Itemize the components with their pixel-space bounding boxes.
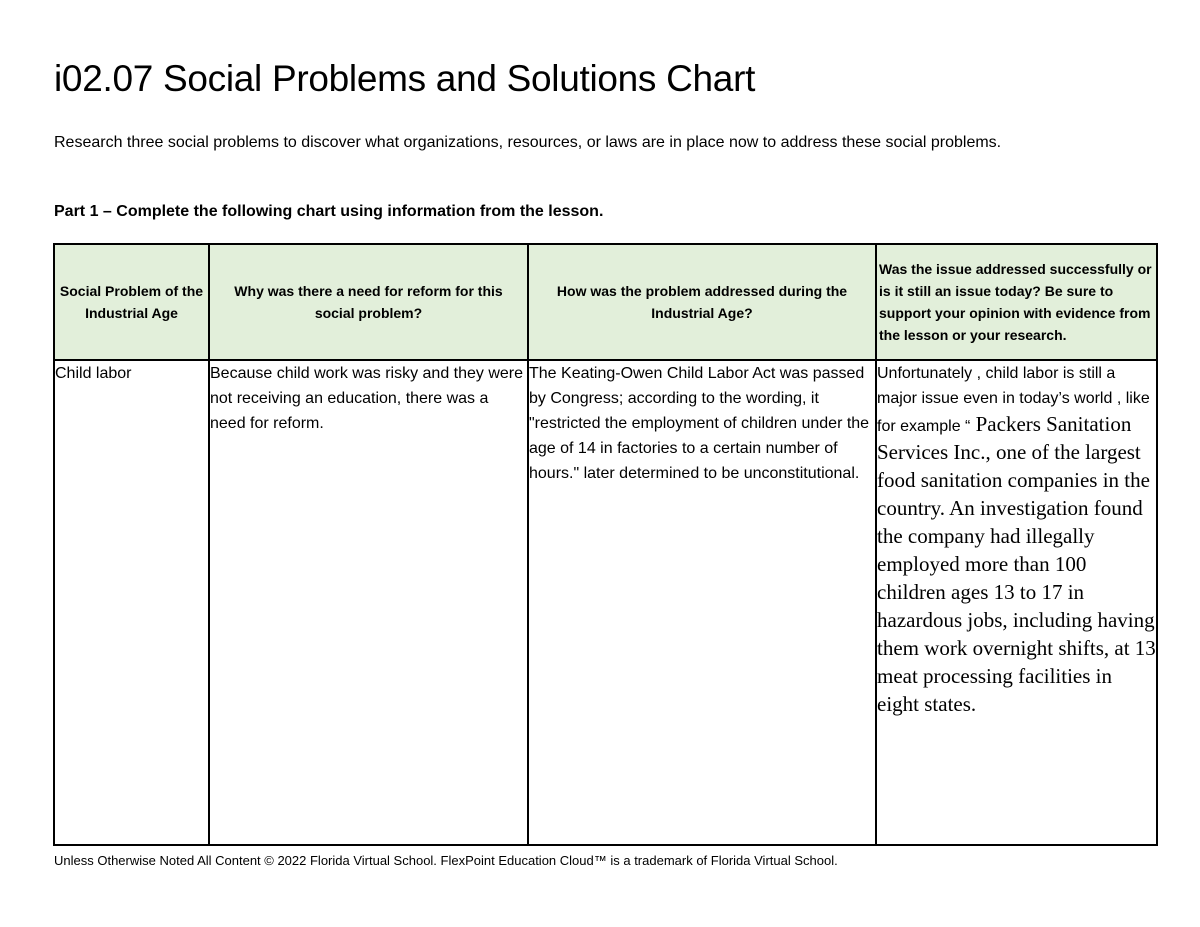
table-header-row [54, 244, 1157, 360]
cell-addressed [528, 360, 876, 845]
cell-need-text: Because child work was risky and they were not receiving an education, there was a need for reform. [210, 365, 524, 432]
cell-status [876, 360, 1157, 845]
part-heading: Part 1 – Complete the following chart using information from the lesson. [54, 203, 604, 220]
header-need-for-reform: Why was there a need for reform for this social problem? [209, 244, 528, 360]
header-addressed-successfully: Was the issue addressed successfully or is it still an issue today? Be sure to support your opinion with evidence from the lesson or your research. [876, 244, 1157, 360]
intro-paragraph: Research three social problems to discover what organizations, resources, or laws are in place now to address these social problems. [54, 134, 1002, 151]
header-social-problem: Social Problem of the Industrial Age [54, 244, 209, 360]
cell-need [209, 360, 528, 845]
table-row [54, 360, 1157, 845]
social-problems-chart [53, 243, 1158, 846]
cell-status-quote: Packers Sanitation Services Inc., one of the largest food sanitation companies in the country. An investigation found the company had illegally employed more than 100 children ages 13 to 17 in hazardous jobs, including having them work overnight shifts, at 13 meat processing facilities in eight states. [877, 412, 1156, 716]
cell-problem-text: Child labor [55, 365, 132, 382]
cell-problem [54, 360, 209, 845]
cell-addressed-text: The Keating-Owen Child Labor Act was passed by Congress; according to the wording, it "restricted the employment of children under the age of 14 in factories to a certain number of hours." later determined to be unconstitutional. [529, 365, 870, 482]
cell-status-intro: Unfortunately , child labor is still a major issue even in today’s world , like for example “ [877, 365, 1150, 435]
header-how-addressed: How was the problem addressed during the Industrial Age? [528, 244, 876, 360]
page-title: i02.07 Social Problems and Solutions Chart [54, 58, 756, 99]
footer-copyright: Unless Otherwise Noted All Content © 2022 Florida Virtual School. FlexPoint Education Cloud™ is a trademark of Florida Virtual School. [54, 853, 838, 868]
